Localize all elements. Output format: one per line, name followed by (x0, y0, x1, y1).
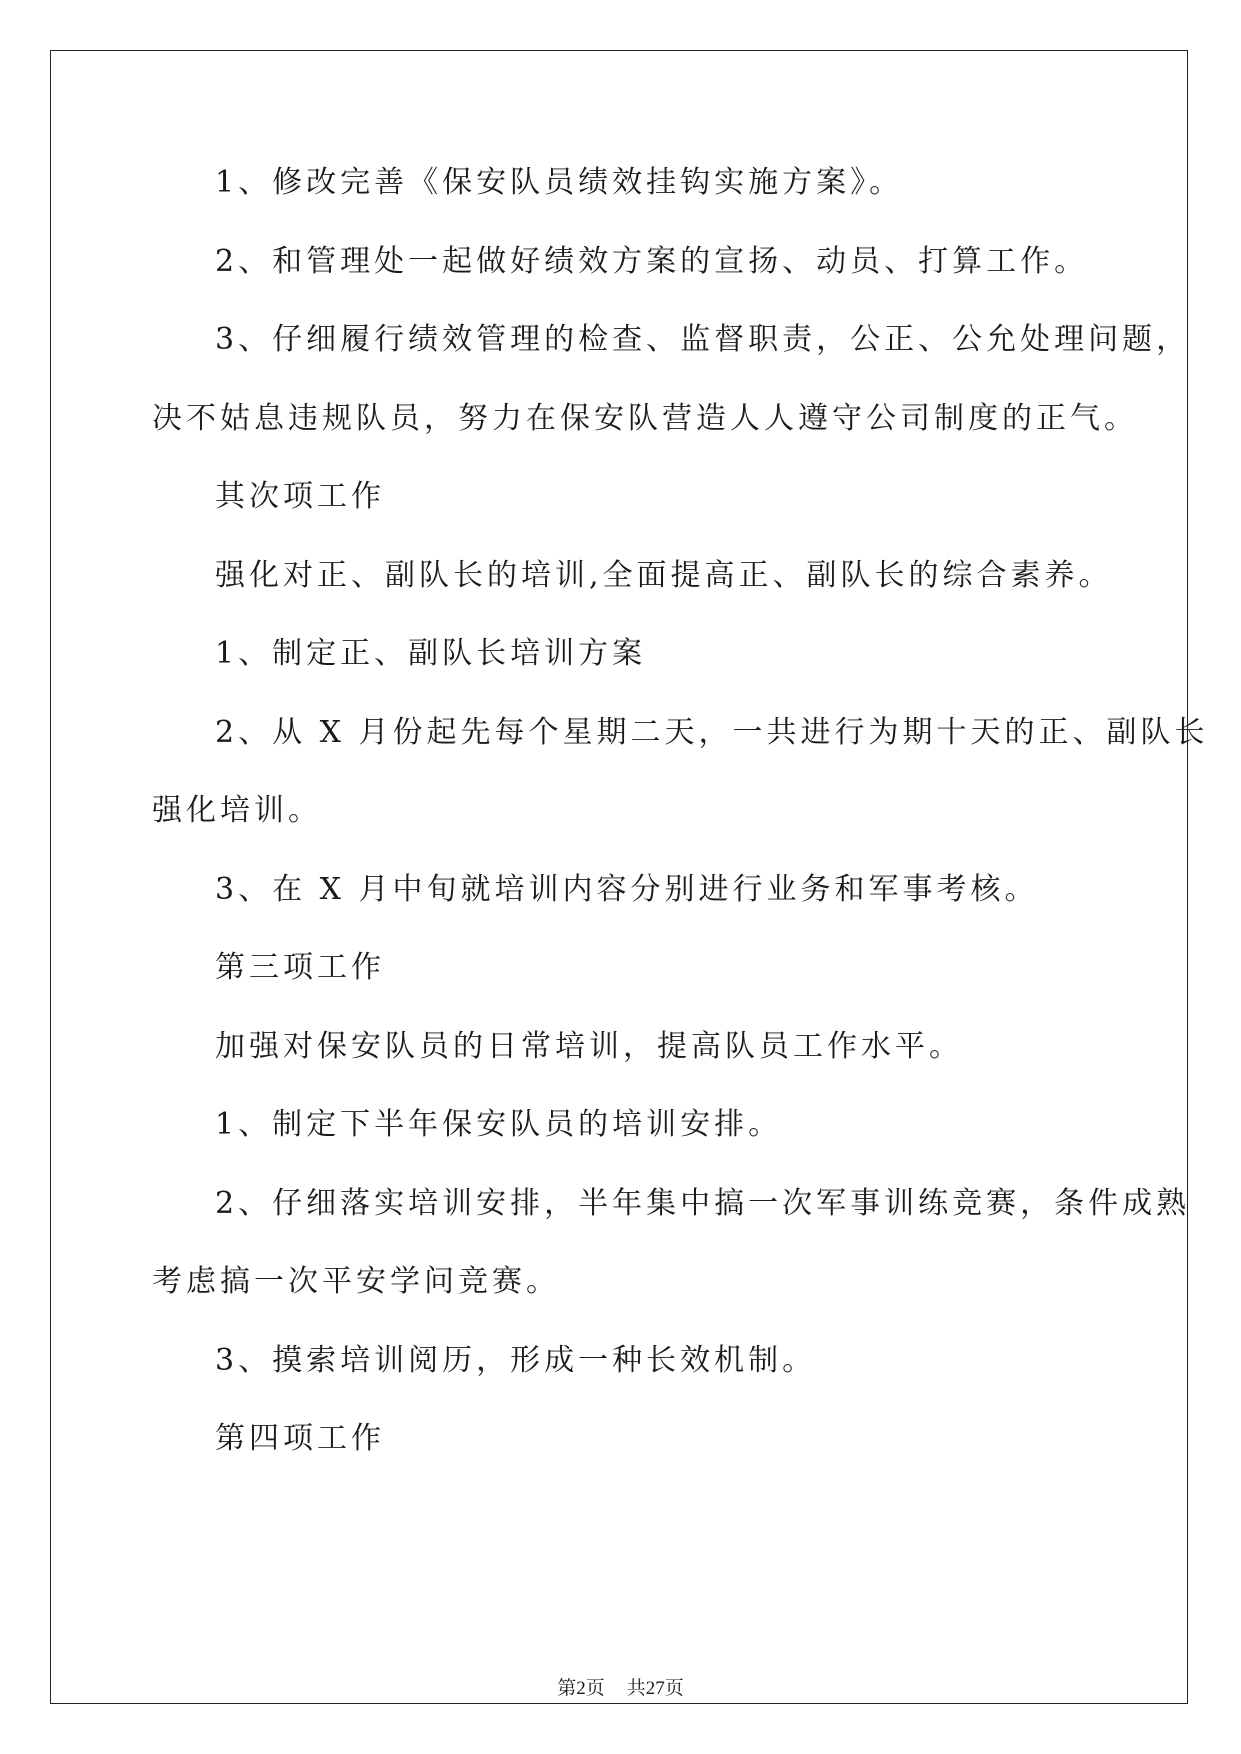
list-item-mechanism: 3、摸索培训阅历，形成一种长效机制。 (215, 1342, 817, 1378)
section-summary-third: 加强对保安队员的日常培训，提高队员工作水平。 (215, 1028, 963, 1064)
document-body (152, 162, 1209, 1497)
list-item-competition: 2、仔细落实培训安排，半年集中搞一次军事训练竞赛，条件成熟 (215, 1185, 1191, 1221)
section-summary-second: 强化对正、副队长的培训,全面提高正、副队长的综合素养。 (215, 557, 1113, 593)
list-item-supervision: 3、仔细履行绩效管理的检查、监督职责，公正、公允处理问题， (215, 322, 1191, 357)
list-item-training-schedule: 2、从 X 月份起先每个星期二天，一共进行为期十天的正、副队长 (215, 714, 1209, 750)
list-item-half-year-plan: 1、制定下半年保安队员的培训安排。 (215, 1107, 783, 1142)
list-item-training-plan: 1、制定正、副队长培训方案 (215, 636, 647, 671)
list-item-assessment: 3、在 X 月中旬就培训内容分别进行业务和军事考核。 (215, 871, 1039, 907)
section-heading-second: 其次项工作 (215, 479, 385, 514)
section-heading-third: 第三项工作 (215, 950, 385, 985)
paragraph-continuation: 考虑搞一次平安学问竞赛。 (152, 1264, 560, 1299)
paragraph-continuation: 强化培训。 (152, 793, 322, 828)
section-heading-fourth: 第四项工作 (215, 1421, 385, 1456)
page-total: 共27页 (626, 1678, 684, 1699)
list-item-promotion-work: 2、和管理处一起做好绩效方案的宣扬、动员、打算工作。 (215, 243, 1089, 279)
paragraph-continuation: 决不姑息违规队员，努力在保安队营造人人遵守公司制度的正气。 (152, 400, 1138, 436)
page-footer (0, 1673, 1241, 1700)
page-number: 第2页 (557, 1678, 605, 1699)
list-item-revise-plan: 1、修改完善《保安队员绩效挂钩实施方案》。 (215, 165, 904, 200)
